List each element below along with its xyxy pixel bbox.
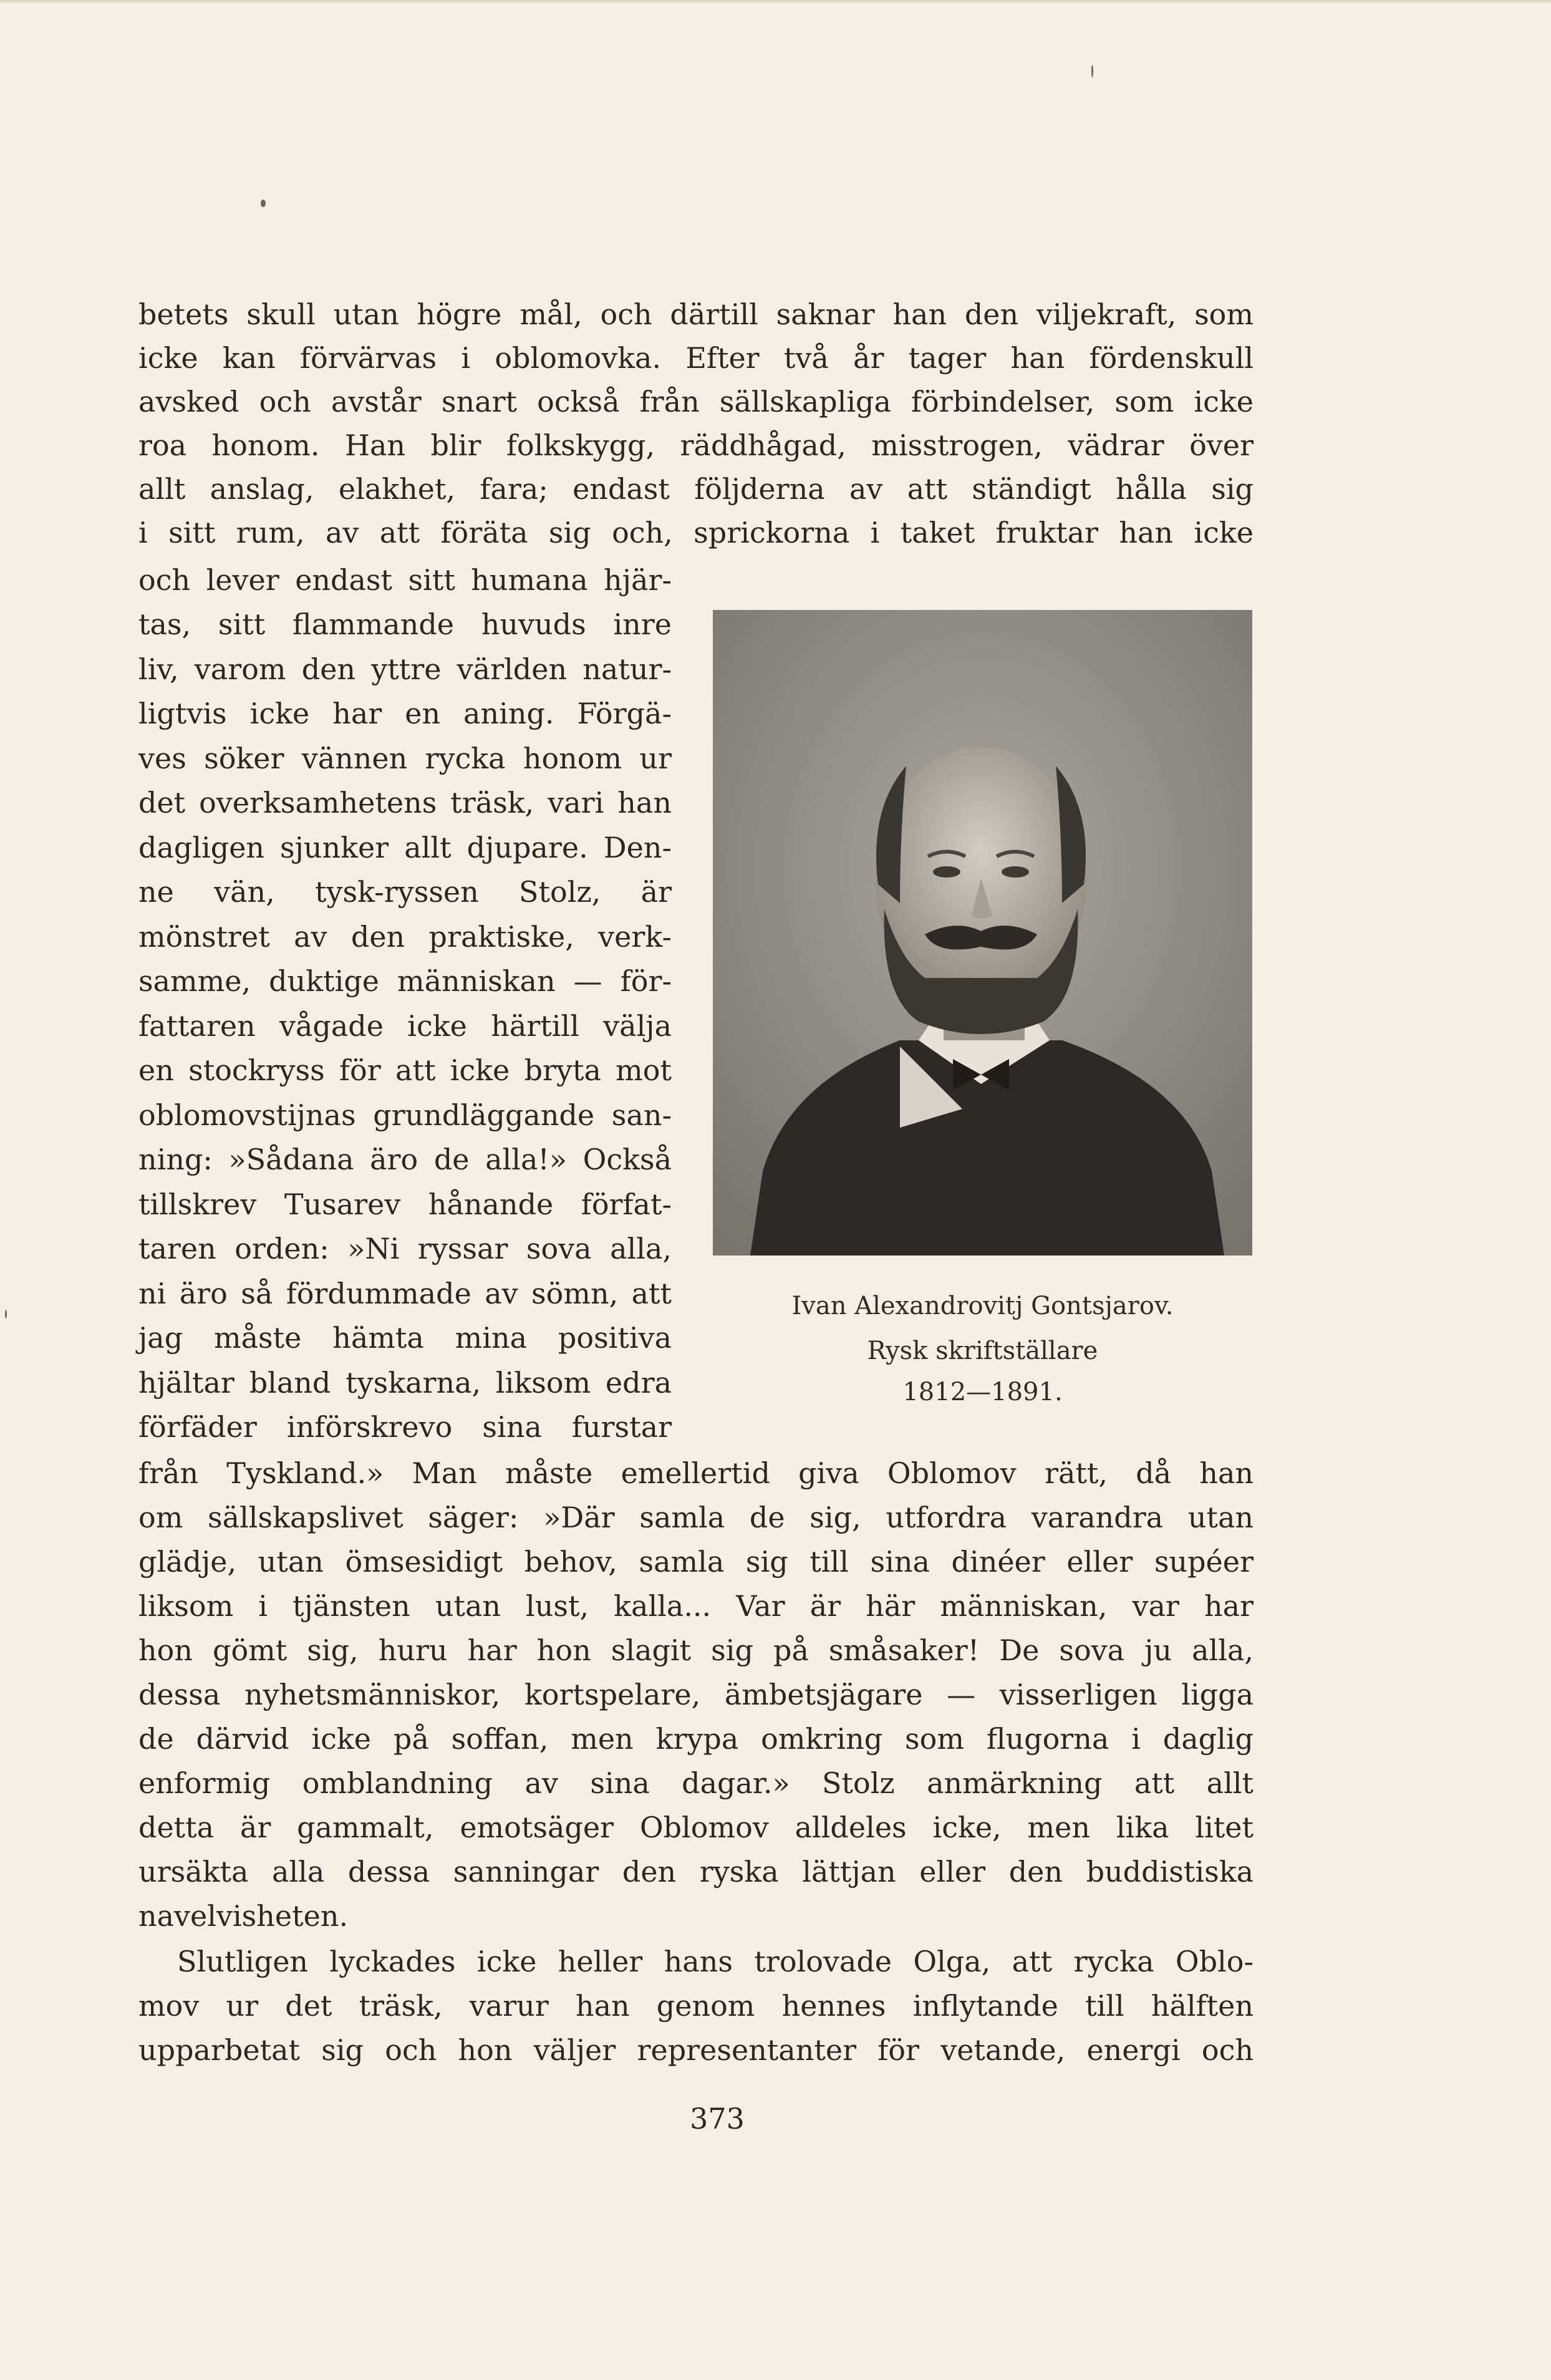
text-line: en stockryss för att icke bryta mot (138, 1053, 672, 1087)
text-line: navelvisheten. (138, 1899, 349, 1933)
text-line: oblomovstijnas grundläggande san- (138, 1098, 672, 1132)
text-line: betets skull utan högre mål, och därtill saknar han den viljekraft, som (138, 298, 1254, 331)
text-line: de därvid icke på soffan, men krypa omkring som flugorna i daglig (138, 1722, 1254, 1756)
text-line: ne vän, tysk-ryssen Stolz, är (138, 875, 672, 909)
text-line: hon gömt sig, huru har hon slagit sig på småsaker! De sova ju alla, (138, 1633, 1254, 1667)
text-line: dagligen sjunker allt djupare. Den- (138, 831, 672, 864)
text-line: hjältar bland tyskarna, liksom edra (138, 1366, 672, 1400)
text-line: Slutligen lyckades icke heller hans trolovade Olga, att rycka Oblo- (177, 1945, 1254, 1978)
text-line: enformig omblandning av sina dagar.» Stolz anmärkning att allt (138, 1766, 1254, 1800)
text-line: mönstret av den praktiske, verk- (138, 920, 672, 954)
text-line: glädje, utan ömsesidigt behov, samla sig till sina dinéer eller supéer (138, 1545, 1254, 1579)
text-line: allt anslag, elakhet, fara; endast följderna av att ständigt hålla sig (138, 472, 1254, 506)
page-number: 373 (690, 2102, 745, 2136)
text-line: från Tyskland.» Man måste emellertid giva Oblomov rätt, då han (138, 1456, 1254, 1490)
text-line: tas, sitt flammande huvuds inre (138, 607, 672, 641)
text-line: roa honom. Han blir folkskygg, räddhågad, misstrogen, vädrar över (138, 428, 1254, 462)
text-line: ursäkta alla dessa sanningar den ryska lättjan eller den buddistiska (138, 1855, 1254, 1889)
text-line: ves söker vännen rycka honom ur (138, 742, 672, 775)
caption-name: Ivan Alexandrovitj Gontsjarov. (791, 1292, 1174, 1320)
text-line: mov ur det träsk, varur han genom hennes inflytande till hälften (138, 1989, 1254, 2023)
text-line: samme, duktige människan — för- (138, 964, 672, 998)
text-line: avsked och avstår snart också från sällskapliga förbindelser, som icke (138, 385, 1254, 418)
text-line: dessa nyhetsmänniskor, kortspelare, ämbetsjägare — visserligen ligga (138, 1678, 1254, 1711)
portrait-drawing (713, 610, 1252, 1255)
text-line: jag måste hämta mina positiva (138, 1321, 672, 1355)
portrait-image (713, 610, 1252, 1255)
caption-role: Rysk skriftställare (867, 1337, 1098, 1365)
text-line: upparbetat sig och hon väljer representanter för vetande, energi och (138, 2033, 1254, 2067)
print-speck (1091, 65, 1093, 77)
text-line: och lever endast sitt humana hjär- (138, 563, 672, 597)
text-line: liv, varom den yttre världen natur- (138, 652, 672, 686)
text-line: det overksamhetens träsk, vari han (138, 786, 672, 820)
text-line: icke kan förvärvas i oblomovka. Efter två år tager han fördenskull (138, 341, 1254, 375)
text-line: liksom i tjänsten utan lust, kalla... Var är här människan, var har (138, 1589, 1254, 1623)
print-speck (5, 1310, 7, 1318)
text-line: fattaren vågade icke härtill välja (138, 1009, 672, 1043)
text-line: förfäder införskrevo sina furstar (138, 1410, 672, 1444)
text-line: tillskrev Tusarev hånande förfat- (138, 1188, 672, 1221)
text-line: i sitt rum, av att föräta sig och, sprickorna i taket fruktar han icke (138, 516, 1254, 549)
text-line: detta är gammalt, emotsäger Oblomov alldeles icke, men lika litet (138, 1811, 1254, 1844)
text-line: ligtvis icke har en aning. Förgä- (138, 697, 672, 730)
text-line: ni äro så fördummade av sömn, att (138, 1277, 672, 1310)
text-line: om sällskapslivet säger: »Där samla de sig, utfordra varandra utan (138, 1501, 1254, 1534)
caption-years: 1812—1891. (902, 1378, 1063, 1406)
text-line: ning: »Sådana äro de alla!» Också (138, 1143, 672, 1176)
print-speck (261, 200, 266, 207)
text-line: taren orden: »Ni ryssar sova alla, (138, 1232, 672, 1265)
